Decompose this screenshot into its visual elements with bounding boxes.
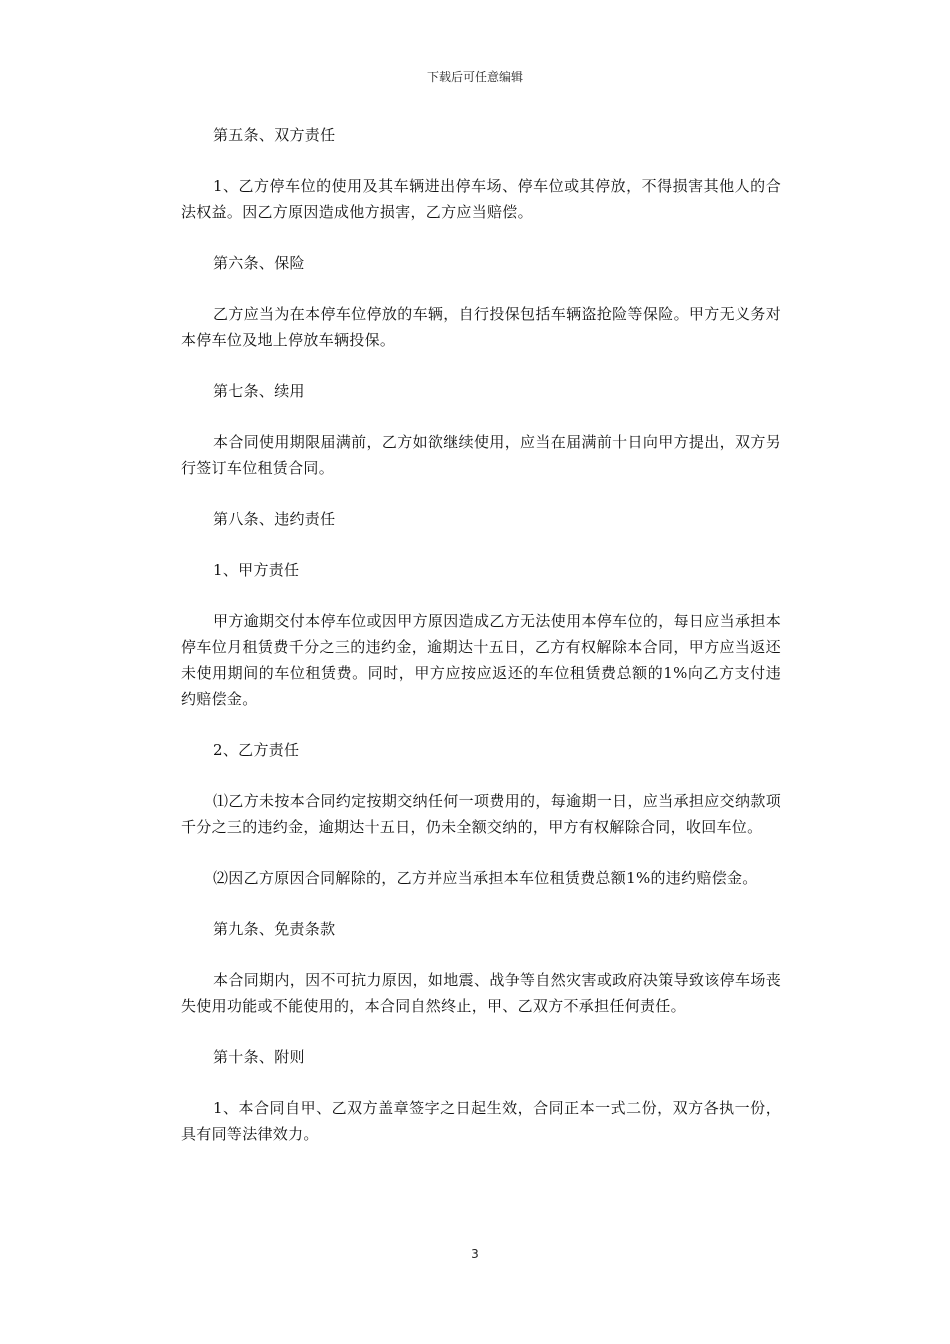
subsection-heading: 2、乙方责任 [213,741,300,759]
section-heading-8: 第八条、违约责任 [213,510,336,528]
paragraph: 1、本合同自甲、乙双方盖章签字之日起生效，合同正本一式二份，双方各执一份，具有同等法律效力。 [181,1099,781,1143]
paragraph: 甲方逾期交付本停车位或因甲方原因造成乙方无法使用本停车位的，每日应当承担本停车位月租赁费千分之三的违约金，逾期达十五日，乙方有权解除本合同，甲方应当返还未使用期间的车位租赁费。同时，甲方应按应返还的车位租赁费总额的1%向乙方支付违约赔偿金。 [181,612,781,708]
section-heading-10: 第十条、附则 [213,1048,305,1066]
document-body [181,122,781,1172]
paragraph: 乙方应当为在本停车位停放的车辆，自行投保包括车辆盗抢险等保险。甲方无义务对本停车位及地上停放车辆投保。 [181,305,781,349]
paragraph: ⑵因乙方原因合同解除的，乙方并应当承担本车位租赁费总额1%的违约赔偿金。 [213,869,758,887]
subsection-heading: 1、甲方责任 [213,561,300,579]
section-heading-6: 第六条、保险 [213,254,305,272]
paragraph: 1、乙方停车位的使用及其车辆进出停车场、停车位或其停放，不得损害其他人的合法权益。因乙方原因造成他方损害，乙方应当赔偿。 [181,177,781,221]
section-heading-5: 第五条、双方责任 [213,126,336,144]
page-header: 下载后可任意编辑 [426,70,523,84]
paragraph: ⑴乙方未按本合同约定按期交纳任何一项费用的，每逾期一日，应当承担应交纳款项千分之三的违约金，逾期达十五日，仍未全额交纳的，甲方有权解除合同，收回车位。 [181,792,781,836]
section-heading-9: 第九条、免责条款 [213,920,336,938]
page-number: 3 [471,1247,479,1261]
paragraph: 本合同期内，因不可抗力原因，如地震、战争等自然灾害或政府决策导致该停车场丧失使用功能或不能使用的，本合同自然终止，甲、乙双方不承担任何责任。 [181,971,781,1015]
section-heading-7: 第七条、续用 [213,382,305,400]
paragraph: 本合同使用期限届满前，乙方如欲继续使用，应当在届满前十日向甲方提出，双方另行签订车位租赁合同。 [181,433,781,477]
